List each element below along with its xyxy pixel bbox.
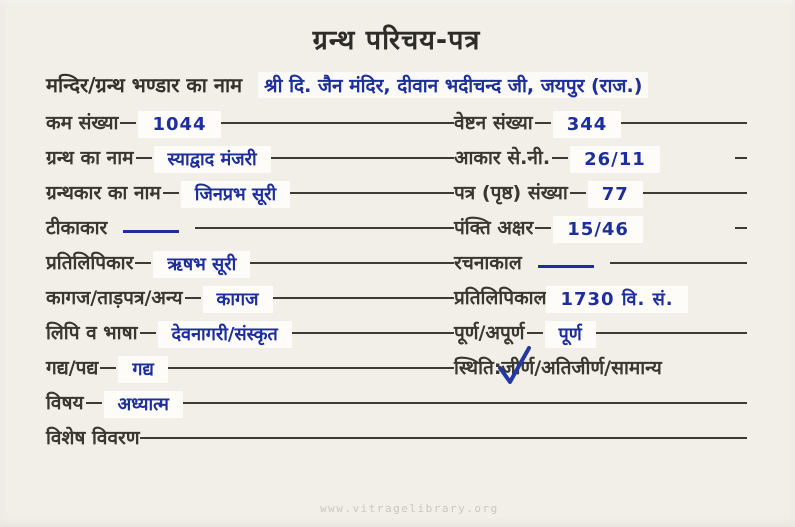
bundle-number-label: वेष्टन संख्या (454, 112, 533, 134)
rule-line (163, 178, 179, 194)
field-copyist (46, 248, 454, 283)
blank-space (662, 353, 747, 388)
bhandar-name-row (46, 71, 747, 98)
rule-line (596, 318, 747, 334)
commentator-label: टीकाकार (46, 217, 108, 239)
row-script-language (46, 318, 747, 353)
condition-label-prefix: स्थिति: (454, 357, 502, 379)
rule-line (135, 248, 151, 264)
special-details-label: विशेष विवरण (46, 427, 140, 449)
rule-line (271, 143, 454, 159)
rule-line (168, 353, 454, 369)
completeness-label: पूर्ण/अपूर्ण (454, 322, 525, 344)
row-commentator (46, 213, 747, 248)
row-prose-verse (46, 353, 747, 388)
rule-line (643, 178, 747, 194)
condition-checked-option (501, 353, 534, 388)
rule-line (735, 213, 747, 229)
row-book-name (46, 143, 747, 178)
prose-verse-value: गद्य (118, 356, 167, 383)
row-author-name (46, 178, 747, 213)
rule-line (185, 283, 201, 299)
size-cm-value: 26/11 (570, 146, 660, 173)
condition-option-jirna: जीर्ण (501, 357, 535, 379)
subject-label: विषय (46, 392, 84, 414)
rule-line (100, 353, 116, 369)
field-leaf-count (454, 178, 747, 213)
rule-line (273, 283, 454, 299)
copy-date-label: प्रतिलिपिकाल (454, 287, 547, 309)
rule-line (527, 318, 543, 334)
field-composition-date (454, 248, 747, 283)
book-name-label: ग्रन्थ का नाम (46, 147, 134, 169)
row-material (46, 283, 747, 318)
rule-line (290, 178, 454, 194)
script-language-value: देवनागरी/संस्कृत (158, 321, 292, 348)
row-subject (46, 388, 747, 423)
bhandar-name-label: मन्दिर/ग्रन्थ भण्डार का नाम (46, 73, 243, 97)
field-size-cm (454, 143, 747, 178)
row-serial-number (46, 108, 747, 143)
field-commentator (46, 213, 454, 248)
author-name-label: ग्रन्थकार का नाम (46, 182, 161, 204)
rule-line (621, 108, 747, 124)
serial-number-label: कम संख्या (46, 112, 119, 134)
lines-letters-value: 15/46 (553, 216, 643, 243)
author-name-value: जिनप्रभ सूरी (181, 181, 290, 208)
condition-label-suffix: /अतिजीर्ण/सामान्य (534, 357, 662, 379)
rule-line (86, 388, 102, 404)
rule-line (570, 178, 586, 194)
completeness-value: पूर्ण (545, 321, 596, 348)
field-completeness (454, 318, 747, 353)
composition-date-label: रचनाकाल (454, 252, 522, 274)
rule-line (735, 143, 747, 159)
copyist-label: प्रतिलिपिकार (46, 252, 134, 274)
lines-letters-label: पंक्ति अक्षर (454, 217, 534, 239)
rule-line (535, 108, 551, 124)
rule-line (136, 143, 152, 159)
field-bundle-number (454, 108, 747, 143)
rule-line (195, 213, 454, 229)
page-title: ग्रन्थ परिचय-पत्र (312, 25, 481, 56)
rule-line (535, 213, 551, 229)
blank-space (660, 143, 735, 178)
rule-line (183, 388, 747, 404)
material-label: कागज/ताड़पत्र/अन्य (46, 287, 183, 309)
rule-line (552, 143, 568, 159)
field-author-name (46, 178, 454, 213)
form-rows (46, 108, 747, 458)
row-copyist (46, 248, 747, 283)
script-language-label: लिपि व भाषा (46, 322, 138, 344)
subject-value: अध्यात्म (104, 391, 183, 418)
rule-line (250, 248, 454, 264)
leaf-count-value: 77 (588, 181, 643, 208)
field-condition (454, 353, 747, 388)
leaf-count-label: पत्र (पृष्ठ) संख्या (454, 182, 568, 204)
field-lines-letters (454, 213, 747, 248)
field-copy-date (454, 283, 747, 318)
field-book-name (46, 143, 454, 178)
size-cm-label: आकार से.नी. (454, 147, 551, 169)
copyist-value: ऋषभ सूरी (153, 251, 250, 278)
watermark-text: www.vitragelibrary.org (320, 502, 499, 515)
blank-space (688, 283, 747, 318)
field-material (46, 283, 454, 318)
book-name-value: स्याद्वाद मंजरी (154, 146, 271, 173)
bundle-number-value: 344 (553, 111, 622, 138)
field-prose-verse (46, 353, 454, 388)
rule-line (610, 248, 747, 264)
material-value: कागज (203, 286, 273, 313)
serial-number-value: 1044 (138, 111, 220, 138)
rule-line (140, 423, 747, 439)
rule-line (140, 318, 156, 334)
rule-line (120, 108, 136, 124)
rule-line (292, 318, 454, 334)
bhandar-name-value: श्री दि. जैन मंदिर, दीवान भदीचन्द जी, जयपुर (राज.) (258, 72, 648, 98)
blank-space (643, 213, 735, 248)
copy-date-value: 1730 वि. सं. (546, 286, 687, 313)
row-special-details (46, 423, 747, 458)
empty-value-dash (123, 213, 179, 233)
rule-line (221, 108, 454, 124)
condition-label (454, 353, 662, 388)
field-serial-number (46, 108, 454, 143)
empty-value-dash (538, 248, 594, 268)
field-script-language (46, 318, 454, 353)
prose-verse-label: गद्य/पद्य (46, 357, 99, 379)
